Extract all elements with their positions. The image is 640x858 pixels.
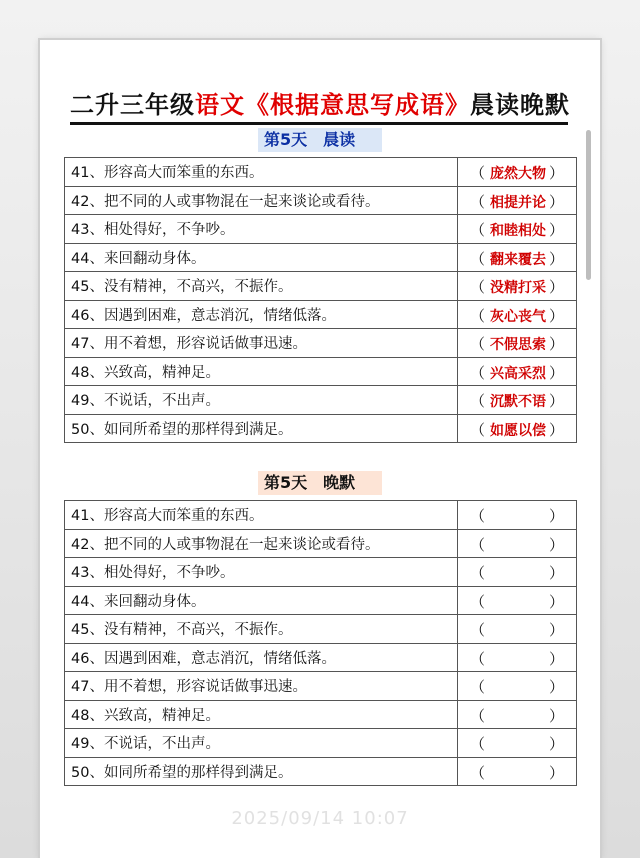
question-text: 44、来回翻动身体。 bbox=[65, 586, 458, 615]
table-row bbox=[65, 558, 577, 587]
blank-answer-cell[interactable] bbox=[458, 643, 577, 672]
table-row bbox=[65, 186, 577, 215]
table-row bbox=[65, 643, 577, 672]
section-day: 第5天 bbox=[264, 473, 308, 492]
blank-answer-cell[interactable] bbox=[458, 757, 577, 786]
question-text: 43、相处得好，不争吵。 bbox=[65, 215, 458, 244]
section-label-evening bbox=[258, 471, 382, 495]
answer-cell bbox=[458, 329, 577, 358]
close-paren: ） bbox=[548, 564, 564, 582]
close-paren: ） bbox=[548, 278, 564, 296]
question-text: 41、形容高大而笨重的东西。 bbox=[65, 501, 458, 530]
question-text: 45、没有精神，不高兴，不振作。 bbox=[65, 615, 458, 644]
open-paren: （ bbox=[470, 763, 486, 782]
close-paren: ） bbox=[548, 335, 564, 353]
open-paren: （ bbox=[470, 535, 486, 554]
idiom-answer: 沉默不语 bbox=[490, 394, 546, 410]
table-row bbox=[65, 414, 577, 443]
blank-answer-cell[interactable] bbox=[458, 586, 577, 615]
answer-cell bbox=[458, 158, 577, 187]
open-paren: （ bbox=[470, 507, 486, 525]
question-text: 42、把不同的人或事物混在一起来谈论或看待。 bbox=[65, 529, 458, 558]
table-row bbox=[65, 672, 577, 701]
question-text: 49、不说话，不出声。 bbox=[65, 729, 458, 758]
table-row bbox=[65, 215, 577, 244]
section-name: 晨读 bbox=[323, 130, 356, 149]
blank-answer-cell[interactable] bbox=[458, 501, 577, 530]
answer-table bbox=[64, 157, 577, 443]
close-paren: ） bbox=[548, 392, 564, 410]
open-paren: （ bbox=[470, 678, 486, 696]
open-paren: （ bbox=[470, 249, 486, 268]
answer-cell bbox=[458, 215, 577, 244]
blank-answer-cell[interactable] bbox=[458, 615, 577, 644]
answer-cell bbox=[458, 186, 577, 215]
close-paren: ） bbox=[548, 649, 564, 668]
answer-cell bbox=[458, 357, 577, 386]
blank-answer-cell[interactable] bbox=[458, 672, 577, 701]
question-text: 48、兴致高，精神足。 bbox=[65, 357, 458, 386]
scrollbar-thumb[interactable] bbox=[586, 130, 591, 280]
question-text: 43、相处得好，不争吵。 bbox=[65, 558, 458, 587]
close-paren: ） bbox=[548, 420, 564, 439]
blank-answer-cell[interactable] bbox=[458, 700, 577, 729]
open-paren: （ bbox=[470, 621, 486, 639]
open-paren: （ bbox=[470, 306, 486, 325]
blank-answer-cell[interactable] bbox=[458, 529, 577, 558]
table-row bbox=[65, 729, 577, 758]
table-row bbox=[65, 386, 577, 415]
open-paren: （ bbox=[470, 592, 486, 611]
table-row bbox=[65, 615, 577, 644]
table-row bbox=[65, 757, 577, 786]
open-paren: （ bbox=[470, 735, 486, 753]
open-paren: （ bbox=[470, 564, 486, 582]
idiom-answer: 没精打采 bbox=[490, 280, 546, 296]
idiom-answer: 如愿以偿 bbox=[490, 422, 546, 439]
title-grade: 二升三年级 bbox=[70, 91, 195, 119]
answer-cell bbox=[458, 272, 577, 301]
close-paren: ） bbox=[548, 706, 564, 725]
table-row bbox=[65, 158, 577, 187]
section-name: 晚默 bbox=[323, 473, 356, 492]
table-row bbox=[65, 529, 577, 558]
idiom-answer: 灰心丧气 bbox=[490, 308, 546, 325]
question-text: 49、不说话，不出声。 bbox=[65, 386, 458, 415]
blank-answer-cell[interactable] bbox=[458, 729, 577, 758]
close-paren: ） bbox=[548, 306, 564, 325]
open-paren: （ bbox=[470, 706, 486, 725]
blank-answer-cell[interactable] bbox=[458, 558, 577, 587]
open-paren: （ bbox=[470, 278, 486, 296]
close-paren: ） bbox=[548, 221, 564, 239]
answer-cell bbox=[458, 243, 577, 272]
question-text: 44、来回翻动身体。 bbox=[65, 243, 458, 272]
table-row bbox=[65, 272, 577, 301]
close-paren: ） bbox=[548, 363, 564, 382]
title-mode: 晨读晚默 bbox=[470, 91, 570, 119]
table-row bbox=[65, 586, 577, 615]
close-paren: ） bbox=[548, 735, 564, 753]
section-day: 第5天 bbox=[264, 130, 308, 149]
open-paren: （ bbox=[470, 363, 486, 382]
question-text: 42、把不同的人或事物混在一起来谈论或看待。 bbox=[65, 186, 458, 215]
open-paren: （ bbox=[470, 392, 486, 410]
question-text: 47、用不着想，形容说话做事迅速。 bbox=[65, 329, 458, 358]
table-row bbox=[65, 501, 577, 530]
open-paren: （ bbox=[470, 649, 486, 668]
open-paren: （ bbox=[470, 221, 486, 239]
page-title bbox=[62, 88, 578, 122]
close-paren: ） bbox=[548, 507, 564, 525]
close-paren: ） bbox=[548, 535, 564, 554]
close-paren: ） bbox=[548, 592, 564, 611]
idiom-answer: 翻来覆去 bbox=[490, 251, 546, 268]
idiom-answer: 相提并论 bbox=[490, 194, 546, 211]
question-text: 48、兴致高，精神足。 bbox=[65, 700, 458, 729]
dictation-table bbox=[64, 500, 577, 786]
title-underline bbox=[70, 122, 568, 125]
question-text: 50、如同所希望的那样得到满足。 bbox=[65, 414, 458, 443]
close-paren: ） bbox=[548, 621, 564, 639]
question-text: 46、因遇到困难，意志消沉，情绪低落。 bbox=[65, 643, 458, 672]
open-paren: （ bbox=[470, 420, 486, 439]
idiom-answer: 不假思索 bbox=[490, 337, 546, 353]
open-paren: （ bbox=[470, 164, 486, 182]
question-text: 47、用不着想，形容说话做事迅速。 bbox=[65, 672, 458, 701]
answer-cell bbox=[458, 386, 577, 415]
question-text: 50、如同所希望的那样得到满足。 bbox=[65, 757, 458, 786]
table-row bbox=[65, 357, 577, 386]
table-row bbox=[65, 243, 577, 272]
open-paren: （ bbox=[470, 192, 486, 211]
idiom-answer: 和睦相处 bbox=[490, 223, 546, 239]
timestamp-watermark: 2025/09/14 10:07 bbox=[231, 808, 409, 829]
table-row bbox=[65, 700, 577, 729]
close-paren: ） bbox=[548, 249, 564, 268]
title-subject: 语文《根据意思写成语》 bbox=[195, 91, 470, 119]
idiom-answer: 兴高采烈 bbox=[490, 365, 546, 382]
question-text: 46、因遇到困难，意志消沉，情绪低落。 bbox=[65, 300, 458, 329]
answer-cell bbox=[458, 300, 577, 329]
table-row bbox=[65, 300, 577, 329]
answer-cell bbox=[458, 414, 577, 443]
section-label-morning bbox=[258, 128, 382, 152]
close-paren: ） bbox=[548, 763, 564, 782]
idiom-answer: 庞然大物 bbox=[490, 166, 546, 182]
open-paren: （ bbox=[470, 335, 486, 353]
table-row bbox=[65, 329, 577, 358]
close-paren: ） bbox=[548, 164, 564, 182]
close-paren: ） bbox=[548, 678, 564, 696]
question-text: 45、没有精神，不高兴，不振作。 bbox=[65, 272, 458, 301]
close-paren: ） bbox=[548, 192, 564, 211]
question-text: 41、形容高大而笨重的东西。 bbox=[65, 158, 458, 187]
